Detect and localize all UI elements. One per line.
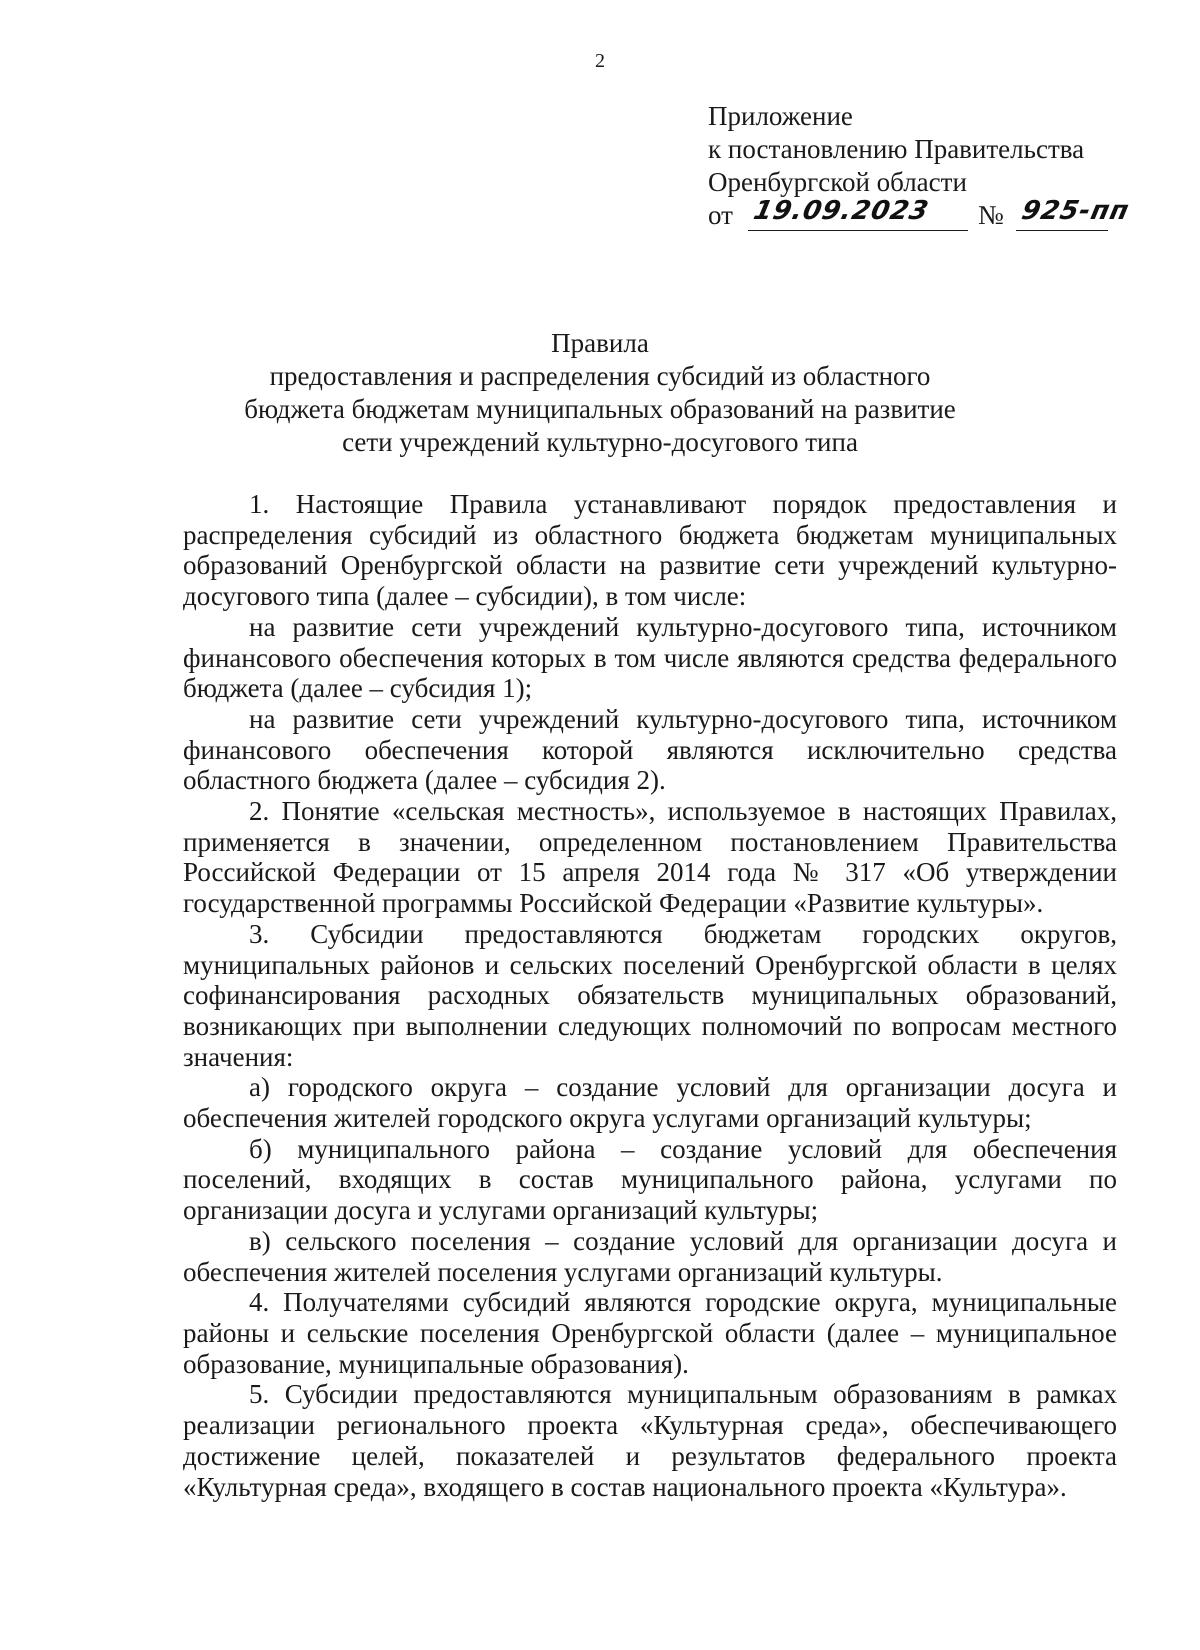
- paragraph-1: 1. Настоящие Правила устанавливают порядок предоставления и распределения субсидий из областного бюджета бюджетам муниципальных образований Оренбургской области на развитие сети учреждений культурно-досугового типа (далее – субсидии), в том числе:: [183, 489, 1117, 612]
- paragraph-5: 5. Субсидии предоставляются муниципальным образованиям в рамках реализации регионального проекта «Культурная среда», обеспечивающего достижение целей, показателей и результатов федерального проекта «Культурная среда», входящего в состав национального проекта «Культура».: [183, 1379, 1117, 1502]
- paragraph-3b: б) муниципального района – создание условий для обеспечения поселений, входящих в состав муниципального района, услугами по организации досуга и услугами организаций культуры;: [183, 1133, 1117, 1226]
- number-prefix: №: [978, 200, 1004, 230]
- handwritten-date: 19.09.2023: [750, 196, 932, 226]
- handwritten-number: 925-пп: [1018, 196, 1133, 226]
- paragraph-subsidy-1: на развитие сети учреждений культурно-досугового типа, источником финансового обеспечения которых в том числе являются средства федерального бюджета (далее – субсидия 1);: [183, 611, 1117, 704]
- date-prefix: от: [708, 200, 733, 230]
- decree-date-number-line: [708, 196, 1133, 233]
- paragraph-3c: в) сельского поселения – создание условий для организации досуга и обеспечения жителей поселения услугами организаций культуры.: [183, 1225, 1117, 1287]
- appendix-block: [708, 100, 1133, 233]
- appendix-line-3: Оренбургской области: [708, 167, 967, 197]
- paragraph-3: 3. Субсидии предоставляются бюджетам городских округов, муниципальных районов и сельских поселений Оренбургской области в целях софинансирования расходных обязательств муниципальных образований, возникающих при выполнении следующих полномочий по вопросам местного значения:: [183, 918, 1117, 1072]
- paragraph-4: 4. Получателями субсидий являются городские округа, муниципальные районы и сельские поселения Оренбургской области (далее – муниципальное образование, муниципальные образования).: [183, 1287, 1117, 1379]
- title-line-4: сети учреждений культурно-досугового типа: [342, 427, 858, 457]
- page-number: 2: [595, 50, 605, 72]
- document-body: [183, 489, 1117, 1502]
- paragraph-2: 2. Понятие «сельская местность», используемое в настоящих Правилах, применяется в значении, определенном постановлением Правительства Российской Федерации от 15 апреля 2014 года № 317 «Об утверждении государственной программы Российской Федерации «Развитие культуры».: [183, 796, 1117, 919]
- date-field: [748, 196, 968, 231]
- title-line-2: предоставления и распределения субсидий из областного: [269, 361, 931, 391]
- number-field: [1016, 196, 1133, 231]
- title-line-3: бюджета бюджетам муниципальных образований на развитие: [244, 394, 956, 424]
- paragraph-3a: а) городского округа – создание условий для организации досуга и обеспечения жителей городского округа услугами организаций культуры;: [183, 1072, 1117, 1134]
- document-title: [0, 327, 1200, 459]
- title-line-1: Правила: [551, 328, 649, 358]
- appendix-line-1: Приложение: [708, 101, 853, 131]
- appendix-line-2: к постановлению Правительства: [708, 134, 1085, 164]
- paragraph-subsidy-2: на развитие сети учреждений культурно-досугового типа, источником финансового обеспечения которой являются исключительно средства областного бюджета (далее – субсидия 2).: [183, 703, 1117, 796]
